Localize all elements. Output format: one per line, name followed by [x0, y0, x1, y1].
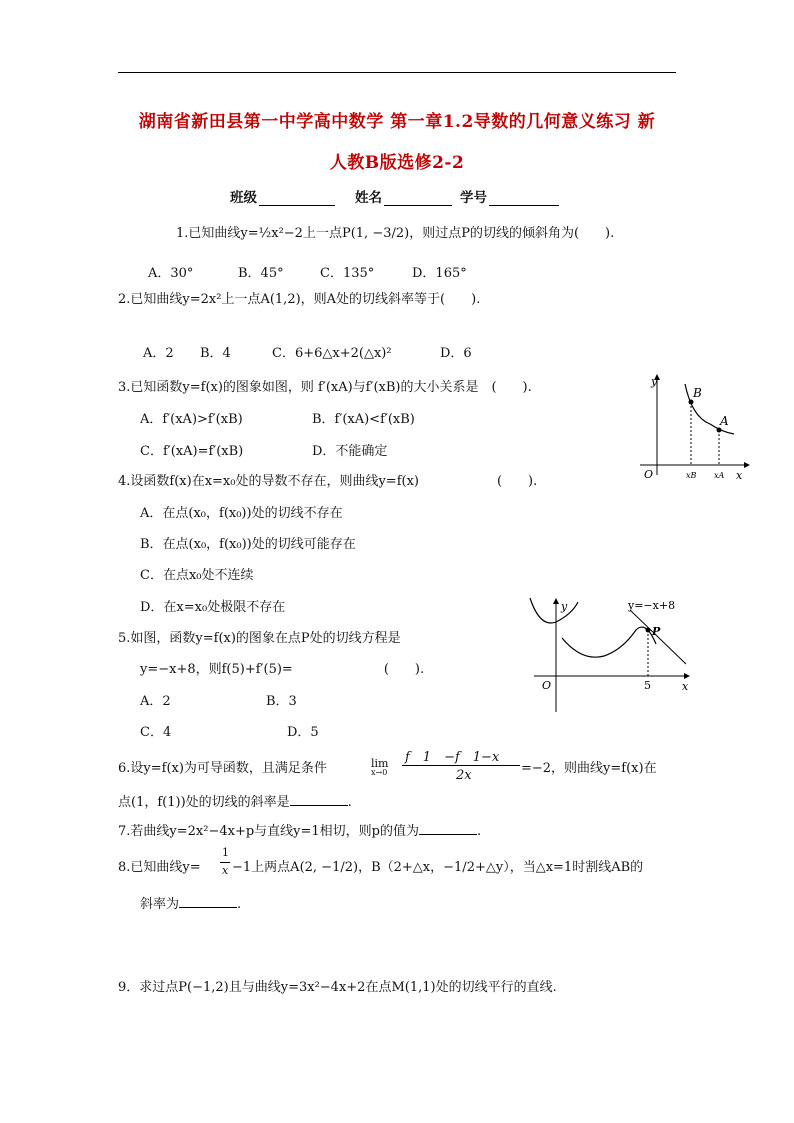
q5-graph: [526, 592, 696, 714]
q3-label-o: O: [644, 468, 654, 481]
q6-stem-a: 6.设y=f(x)为可导函数，且满足条件: [118, 761, 327, 776]
q3-graph: [632, 372, 750, 482]
q4-option-d: D．在x=x₀处极限不存在: [140, 600, 286, 615]
q8-frac-bar: [220, 862, 230, 863]
q2-stem: 2.已知曲线y=2x²上一点A(1,2)，则A处的切线斜率等于( ).: [118, 292, 481, 307]
q3-label-b: B: [693, 386, 702, 400]
id-label: 学号: [460, 190, 487, 206]
q2-option-d: D．6: [440, 346, 472, 361]
q5-label-five: 5: [644, 679, 651, 692]
q6-lim-sub: x→0: [371, 768, 388, 777]
class-field: [230, 186, 335, 206]
q3-stem: 3.已知函数y=f(x)的图象如图，则 f′(xA)与f′(xB)的大小关系是 ( ).: [118, 380, 532, 395]
class-blank[interactable]: [259, 204, 335, 206]
q3-label-y: y: [651, 375, 658, 388]
q6-numerator: f 1 −f 1−x: [405, 750, 500, 765]
q2-option-a: A．2: [143, 346, 174, 361]
q3-label-xa: xA: [714, 471, 725, 480]
q4-option-c: C．在点x₀处不连续: [140, 568, 254, 583]
q5-upper-curve: [530, 598, 578, 623]
q3-option-c: C．f′(xA)=f′(xB): [140, 444, 244, 459]
q6-lim: lim: [371, 757, 389, 770]
q5-stem-line1: 5.如图，函数y=f(x)的图象在点P处的切线方程是: [118, 631, 401, 646]
q8-stem-e: 斜率为 .: [140, 897, 242, 912]
q5-label-o: O: [542, 679, 552, 692]
q1-option-a: A．30°: [148, 266, 194, 281]
name-blank[interactable]: [384, 204, 452, 206]
q5-option-d: D．5: [287, 725, 319, 740]
q5-lower-curve: [562, 627, 656, 657]
q3-option-a: A．f′(xA)>f′(xB): [140, 412, 243, 427]
q3-x-arrow: [744, 462, 750, 468]
q6-fraction-bar: [402, 765, 520, 766]
q2-option-c: C．6+6△x+2(△x)²: [272, 346, 392, 361]
q4-stem: 4.设函数f(x)在x=x₀处的导数不存在，则曲线y=f(x) ( ).: [118, 474, 538, 489]
q5-x-arrow: [684, 673, 690, 679]
name-field: [355, 186, 452, 206]
q6-stem-c: 点(1，f(1))处的切线的斜率是 .: [118, 795, 352, 810]
name-label: 姓名: [355, 190, 382, 206]
class-label: 班级: [230, 190, 257, 206]
q9-stem: 9．求过点P(−1,2)且与曲线y=3x²−4x+2在点M(1,1)处的切线平行的直线.: [118, 980, 557, 995]
q4-option-a: A．在点(x₀，f(x₀))处的切线不存在: [140, 506, 343, 521]
id-blank[interactable]: [489, 204, 559, 206]
q3-option-b: B．f′(xA)<f′(xB): [312, 412, 415, 427]
q1-stem: 1.已知曲线y=½x²−2上一点P(1, −3/2)，则过点P的切线的倾斜角为( ).: [176, 226, 615, 241]
q6-stem-b: =−2，则曲线y=f(x)在: [521, 761, 657, 776]
q5-option-a: A．2: [140, 694, 171, 709]
q4-option-b: B．在点(x₀，f(x₀))处的切线可能存在: [140, 537, 356, 552]
q8-stem-b: −1上两点A(2, −1/2)，B（2+△x，−1/2+△y），当△x=1时割线AB的: [232, 860, 644, 875]
doc-title-line1: 湖南省新田县第一中学高中数学 第一章1.2导数的几何意义练习 新: [138, 112, 656, 132]
q5-label-p: P: [652, 625, 661, 638]
header-rule: [118, 72, 676, 73]
q5-y-arrow: [553, 598, 559, 604]
q5-label-x: x: [682, 680, 689, 693]
q8-frac-num: 1: [222, 846, 229, 859]
q2-option-b: B．4: [200, 346, 231, 361]
q6-answer-blank[interactable]: [290, 793, 348, 806]
q1-option-d: D．165°: [412, 266, 467, 281]
q3-label-x: x: [736, 469, 743, 482]
q1-option-c: C．135°: [320, 266, 375, 281]
q5-label-y: y: [561, 600, 568, 613]
doc-title-line2: 人教B版选修2-2: [329, 153, 465, 173]
q5-stem-line2: y=−x+8，则f(5)+f′(5)= ( ).: [140, 662, 425, 677]
q3-label-a: A: [720, 414, 729, 428]
q5-option-c: C．4: [140, 725, 172, 740]
q1-option-b: B．45°: [238, 266, 284, 281]
q6-denominator: 2x: [456, 768, 472, 783]
q5-option-b: B．3: [266, 694, 297, 709]
q8-frac-den: x: [222, 864, 229, 877]
q8-answer-blank[interactable]: [179, 895, 237, 908]
q7-stem: 7.若曲线y=2x²−4x+p与直线y=1相切，则p的值为 .: [118, 824, 482, 839]
q3-option-d: D．不能确定: [312, 444, 388, 459]
q7-answer-blank[interactable]: [419, 822, 477, 835]
id-field: [460, 186, 559, 206]
q8-stem-a: 8.已知曲线y=: [118, 860, 201, 875]
q3-label-xb: xB: [686, 471, 697, 480]
q5-label-line: y=−x+8: [628, 599, 676, 612]
